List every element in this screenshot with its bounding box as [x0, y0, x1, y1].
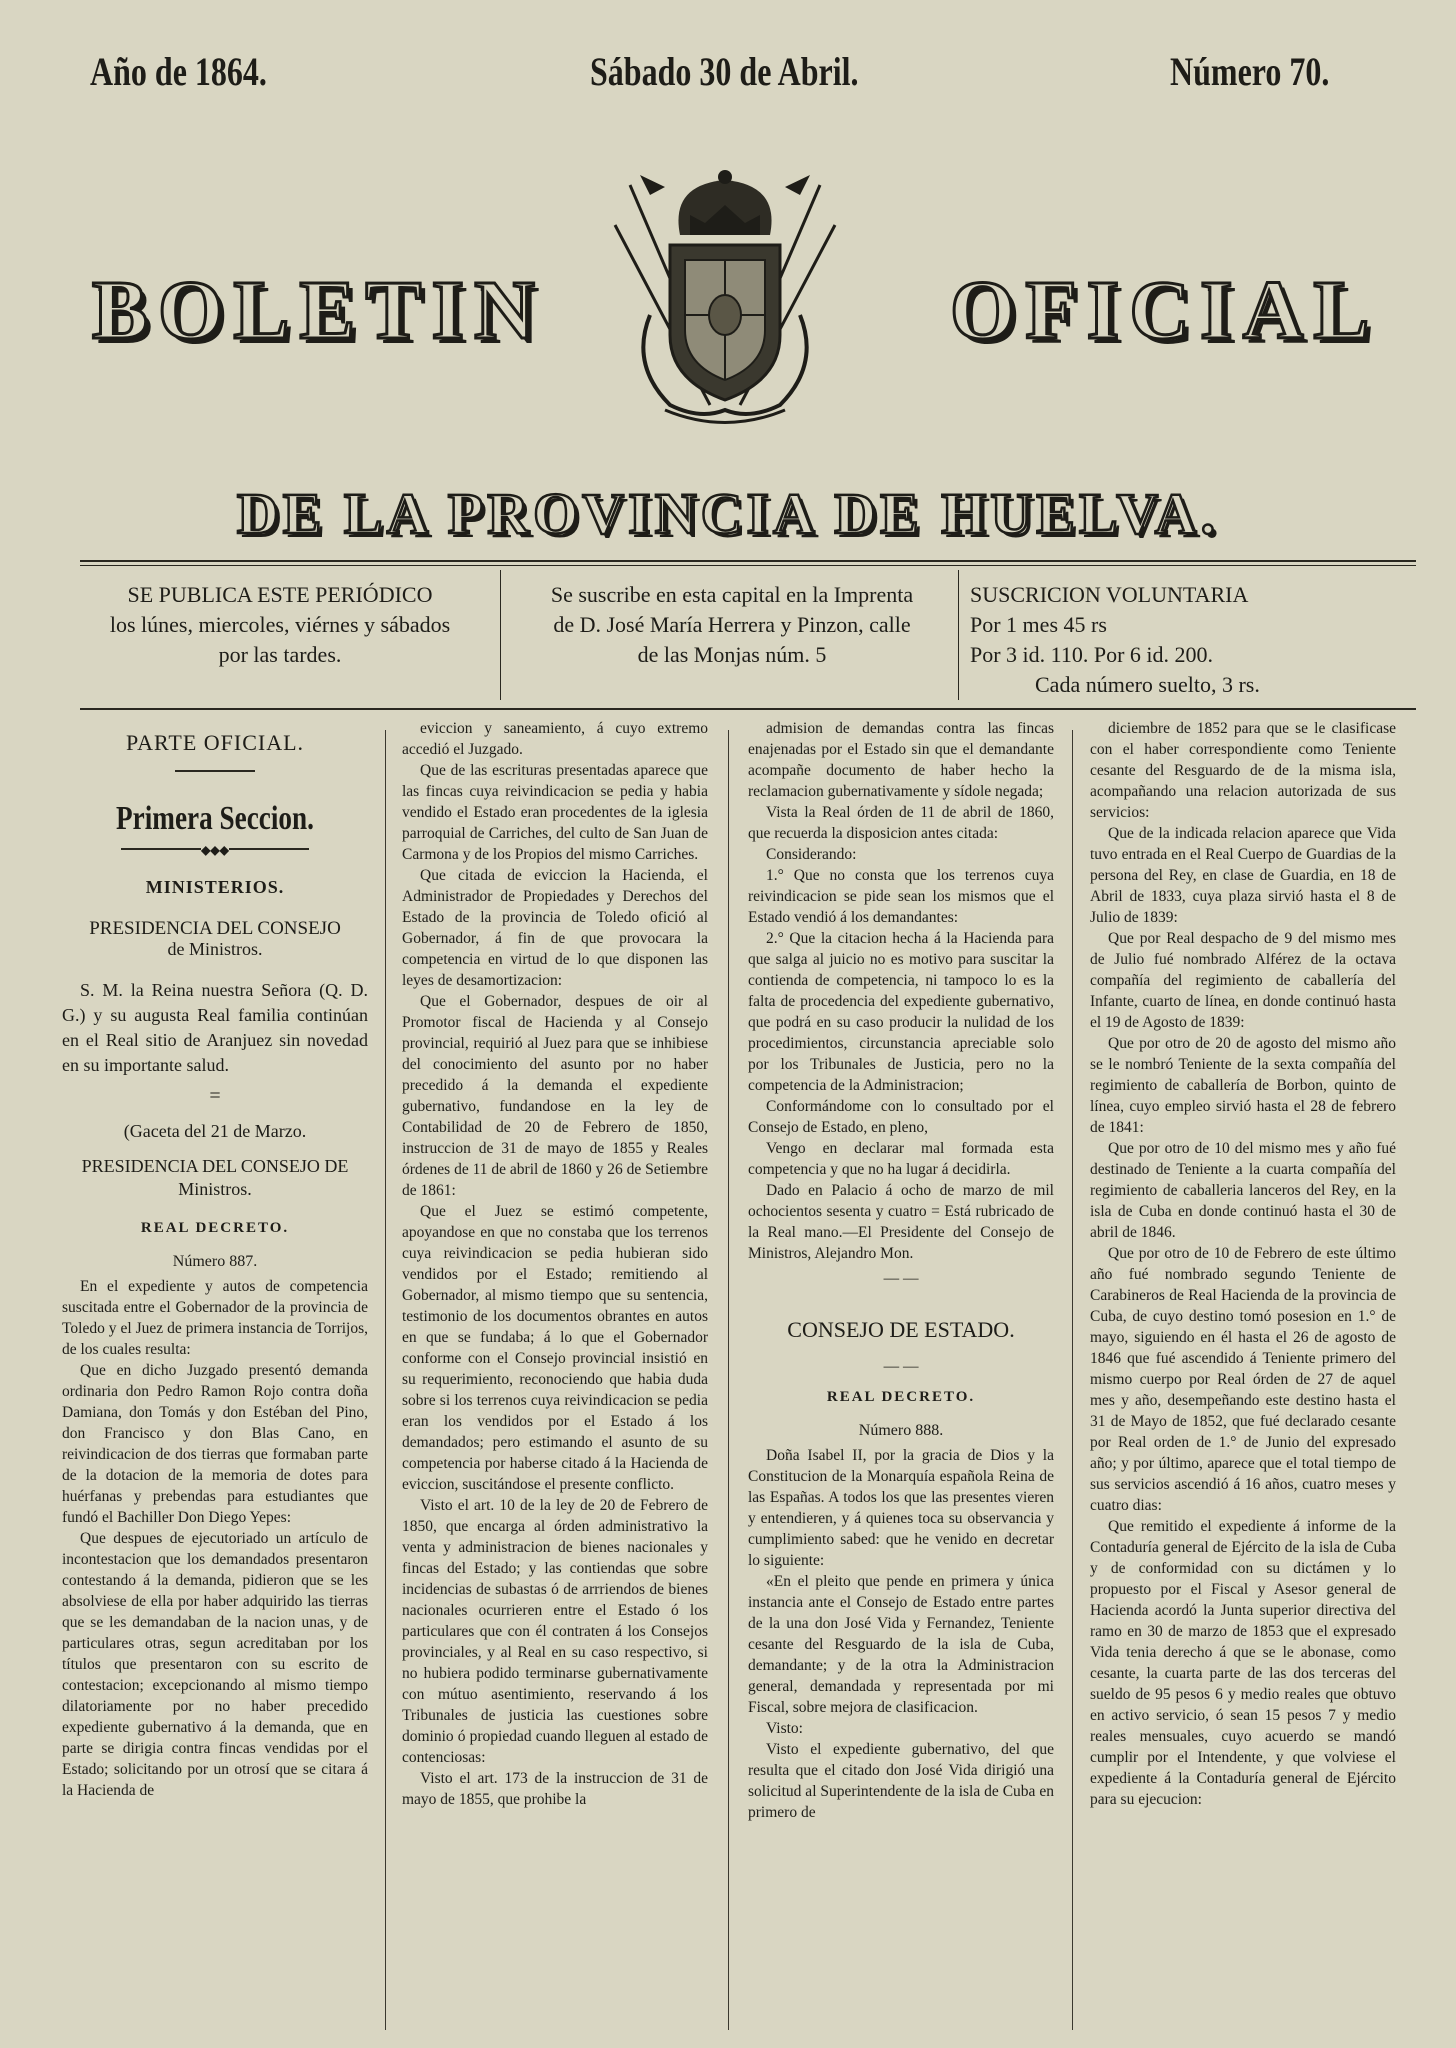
article-paragraph: admision de demandas contra las fincas enajenadas por el Estado sin que el demandante acompañe documento de haber hecho la reclamacion gubernativamente y sídole negada; [748, 720, 1054, 800]
decree-number: Número 887. [172, 1253, 258, 1270]
article-paragraph: 2.° Que la citacion hecha á la Hacienda para que salga al juicio no es motivo para suscitar la contienda de competencia, ni tampoco lo es la falta de procedencia del expediente gubernativo, que podrá en su caso producir la nulidad de los procedimientos, circunstancia apreciable solo por los Tribunales de Justicia, pero no la competencia de la Administracion; [748, 930, 1054, 1094]
article-paragraph: Visto el expediente gubernativo, del que resulta que el citado don José Vida dirigió una solicitud al Superintendente de la isla de Cuba en primero de [748, 1741, 1054, 1821]
publish-line: SE PUBLICA ESTE PERIÓDICO [127, 582, 433, 607]
article-paragraph: S. M. la Reina nuestra Señora (Q. D. G.) y su augusta Real familia continúan en el Real sitio de Aranjuez sin novedad en su importante salud. [62, 980, 368, 1075]
subscription-title: SUSCRICION VOLUNTARIA [970, 582, 1249, 607]
article-paragraph: Dado en Palacio á ocho de marzo de mil ochocientos sesenta y cuatro = Está rubricado de la Real mano.—El Presidente del Consejo de Ministros, Alejandro Mon. [748, 1182, 1054, 1262]
price-line: Por 3 id. 110. Por 6 id. 200. [970, 642, 1214, 667]
royal-coat-of-arms-icon [610, 165, 840, 430]
subscription-prices [970, 580, 1350, 700]
price-line: Por 1 mes 45 rs [970, 612, 1107, 637]
column-1 [62, 718, 368, 1801]
article-paragraph: Que por Real despacho de 9 del mismo mes de Julio fué nombrado Alférez de la octava compañía del regimiento de caballería del Infante, cuarto de línea, en donde continuó hasta el 19 de Agosto de 1839: [1090, 930, 1396, 1031]
column-divider [728, 730, 729, 2030]
header-year: Año de 1864. [90, 49, 267, 94]
article-paragraph: Que de las escrituras presentadas aparece que las fincas cuya reivindicacion se pedia y habia vendido el Estado eran procedentes de la iglesia parroquial de Carriches, del culto de San Juan de Carmona y de los Propios del mismo Carriches. [402, 762, 708, 863]
council-heading: CONSEJO DE ESTADO. [787, 1317, 1015, 1342]
publication-info [70, 580, 490, 670]
divider [958, 570, 959, 700]
article-paragraph: Que el Gobernador, despues de oir al Promotor fiscal de Hacienda y al Consejo provincial, requirió al Juez para que se inhibiese del conocimiento del asunto por no haber precedido á la demanda el expediente gubernativo, fundandose en la ley de Contabilidad de 20 de Febrero de 1850, instruccion de 31 de mayo de 1855 y Reales órdenes de 11 de abril de 1860 y 26 de Setiembre de 1861: [402, 993, 708, 1199]
source-note: (Gaceta del 21 de Marzo. [123, 1121, 307, 1141]
header-date: Sábado 30 de Abril. [590, 49, 859, 94]
column-3 [748, 718, 1054, 1823]
section-heading: PARTE OFICIAL. [125, 730, 305, 755]
separator: — — [883, 1270, 919, 1287]
presidency-subheading: de Ministros. [167, 939, 263, 959]
presidency-heading: PRESIDENCIA DEL CONSEJO DE [81, 1156, 349, 1176]
divider [80, 565, 1416, 566]
article-paragraph: Que por otro de 10 de Febrero de este último año fué nombrado segundo Teniente de Carabineros de Real Hacienda de la provincia de Cuba, de cuyo destino tomó posesion en 1.° de mayo, siguiendo en él hasta el 26 de agosto de 1846 que fué ascendido á Teniente primero del mismo cuerpo por Real órden de 27 de aquel mes y año, desempeñando este destino hasta el 31 de Mayo de 1852, que fué declarado cesante por Real orden de 1.° de Junio del expresado año; y por último, aparece que el total tiempo de sus servicios ascendió á 16 años, cuatro meses y cuatro dias: [1090, 1245, 1396, 1514]
article-paragraph: 1.° Que no consta que los terrenos cuya reivindicacion se pide sean los mismos que el Estado vendió á los demandantes: [748, 867, 1054, 926]
decree-heading: REAL DECRETO. [826, 1389, 976, 1405]
article-paragraph: Que en dicho Juzgado presentó demanda ordinaria don Pedro Ramon Rojo contra doña Damiana, don Tomás y don Estéban del Pino, don Francisco y don Blas Cano, en reivindicacion de dos tierras que formaban parte de la dotacion de la memoria de dotes para huérfanas y prebendas para estudiantes que fundó el Bachiller Don Diego Yepes: [62, 1362, 368, 1526]
ornament-divider [62, 761, 368, 782]
article-paragraph: Que por otro de 10 del mismo mes y año fué destinado de Teniente a la cuarta compañía del regimiento de caballeria lanceros del Rey, en la isla de Cuba en donde continuó hasta el 30 de abril de 1846. [1090, 1140, 1396, 1241]
article-paragraph: «En el pleito que pende en primera y única instancia ante el Consejo de Estado entre partes de la una don José Vida y Fernandez, Teniente cesante del Resguardo de la isla de Cuba, demandante; y de la otra la Administracion general, demandada y representada por mi Fiscal, sobre mejora de clasificacion. [748, 1573, 1054, 1716]
presidency-heading: PRESIDENCIA DEL CONSEJO [89, 918, 341, 939]
masthead-subtitle: DE LA PROVINCIA DE HUELVA. [236, 481, 1220, 546]
article-paragraph: Que de la indicada relacion aparece que Vida tuvo entrada en el Real Cuerpo de Guardias de la persona del Rey, en clase de Guardia, en 18 de Abril de 1833, cuya plaza sirvió hasta el 8 de Julio de 1839: [1090, 825, 1396, 926]
subscribe-line: Se suscribe en esta capital en la Imprenta [550, 582, 914, 607]
decree-number: Número 888. [858, 1422, 944, 1439]
publish-line: por las tardes. [218, 642, 342, 667]
article-paragraph: Visto: [766, 1720, 803, 1737]
price-line: Cada número suelto, 3 rs. [1035, 672, 1260, 697]
ornament-divider: ◆◆◆ [62, 839, 368, 861]
article-paragraph: Visto el art. 10 de la ley de 20 de Febrero de 1850, que encarga al órden administrativo la venta y administracion de bienes nacionales y fincas del Estado; y las contiendas que sobre incidencias de subastas ó de arrriendos de bienes nacionales ocurrieren entre el Estado ó los particulares que con él contraten á los Consejos provinciales, y al Real en su caso respectivo, si no hubiera podido terminarse gubernativamente con mútuo asentimiento, reservando á los Tribunales de justicia las cuestiones sobre dominio ó propiedad cuando lleguen al estado de contenciosas: [402, 1497, 708, 1766]
masthead-title-left: BOLETIN [92, 264, 545, 357]
subscribe-line: de D. José María Herrera y Pinzon, calle [553, 612, 911, 637]
article-paragraph: eviccion y saneamiento, á cuyo extremo accedió el Juzgado. [402, 720, 708, 758]
header-line [90, 48, 1376, 98]
publish-line: los lúnes, miercoles, viérnes y sábados [109, 612, 451, 637]
column-divider [1072, 730, 1073, 2030]
article-paragraph: diciembre de 1852 para que se le clasificase con el haber correspondiente como Teniente cesante del Resguardo de de la misma isla, acompañando una relacion autorizada de sus servicios: [1090, 720, 1396, 821]
article-paragraph: Vista la Real órden de 11 de abril de 1860, que recuerda la disposicion antes citada: [748, 804, 1054, 842]
article-paragraph: Visto el art. 173 de la instruccion de 31 de mayo de 1855, que prohibe la [402, 1770, 708, 1808]
subscribe-line: de las Monjas núm. 5 [637, 642, 827, 667]
column-divider [385, 730, 386, 2030]
article-paragraph: Que el Juez se estimó competente, apoyandose en que no constaba que los terrenos cuya reivindicacion se pedia hubieran sido vendidos por el Estado; remitiendo al Gobernador, al mismo tiempo que su sentencia, testimonio de los documentos obrantes en autos en que se fundaba; á lo que el Gobernador conforme con el Consejo provincial insistió en su requerimiento, reconociendo que habia duda sobre si los terrenos cuya reivindicacion se pedia eran los vendidos por el Estado á los demandados; pero estimando el asunto de su competencia por haberse citado á la Hacienda de eviccion, suscitándose el presente conflicto. [402, 1203, 708, 1493]
header-number: Número 70. [1170, 49, 1330, 94]
masthead-title-right: OFICIAL [950, 264, 1380, 357]
article-paragraph: Que despues de ejecutoriado un artículo de incontestacion que los demandados presentaron contestando á la demanda, pidieron que se les absolviese de ella por haber adquirido las tierras que se les demandaban de la nacion unas, y de particulares otras, segun acreditaban por los títulos que presentaron con su escrito de contestacion; excepcionando al mismo tiempo dilatoriamente por no haber precedido expediente gubernativo á la demanda, que en parte se dirigia contra fincas vendidas por el Estado; solicitando por un otrosí que se citara á la Hacienda de [62, 1530, 368, 1799]
article-paragraph: Que por otro de 20 de agosto del mismo año se le nombró Teniente de la sexta compañía del regimiento de caballería de Borbon, quinto de línea, cuyo empleo sirvió hasta el 28 de febrero de 1841: [1090, 1035, 1396, 1136]
article-paragraph: Considerando: [766, 846, 857, 863]
article-paragraph: Vengo en declarar mal formada esta competencia y que no ha lugar á decidirla. [748, 1140, 1054, 1178]
divider [80, 708, 1416, 710]
article-paragraph: Doña Isabel II, por la gracia de Dios y la Constitucion de la Monarquía española Reina de las Españas. A todos los que las presentes vieren y entendieren, y á quienes toca su observancia y cumplimiento sabed: que he venido en decretar lo siguiente: [748, 1447, 1054, 1569]
article-paragraph: En el expediente y autos de competencia suscitada entre el Gobernador de la provincia de Toledo y el Juez de primera instancia de Torrijos, de los cuales resulta: [62, 1278, 368, 1358]
section-title: Primera Seccion. [116, 800, 314, 837]
divider [80, 560, 1416, 562]
subscribe-info [512, 580, 952, 670]
article-paragraph: Conformándome con lo consultado por el Consejo de Estado, en pleno, [748, 1098, 1054, 1136]
separator: = [209, 1085, 221, 1107]
ministry-heading: MINISTERIOS. [145, 877, 285, 897]
divider [500, 570, 501, 700]
article-paragraph: Que remitido el expediente á informe de la Contaduría general de Ejército de la isla de Cuba y de conformidad con su dictámen y lo propuesto por el Fiscal y Asesor general de Hacienda acordó la Junta superior directiva del ramo en 30 de marzo de 1853 que el expresado Vida tenia derecho á que se le abonase, como cesante, la cuarta parte de las dos terceras del sueldo de 95 pesos 6 y medio reales que obtuvo en activo servicio, ó sean 15 pesos 7 y medio reales mensuales, cuyo acuerdo se mandó cumplir por el Intendente, y que volviese el expediente á la Contaduría general de Ejército para su ejecucion: [1090, 1518, 1396, 1808]
column-4 [1090, 718, 1396, 1810]
presidency-subheading: Ministros. [178, 1179, 252, 1199]
decree-heading: REAL DECRETO. [140, 1220, 290, 1236]
article-paragraph: Que citada de eviccion la Hacienda, el Administrador de Propiedades y Derechos del Estado de la provincia de Toledo ofició al Gobernador, á fin de que provocara la competencia en virtud de lo que disponen las leyes de desamortizacion: [402, 867, 708, 989]
column-2 [402, 718, 708, 1810]
separator: — — [883, 1358, 919, 1375]
